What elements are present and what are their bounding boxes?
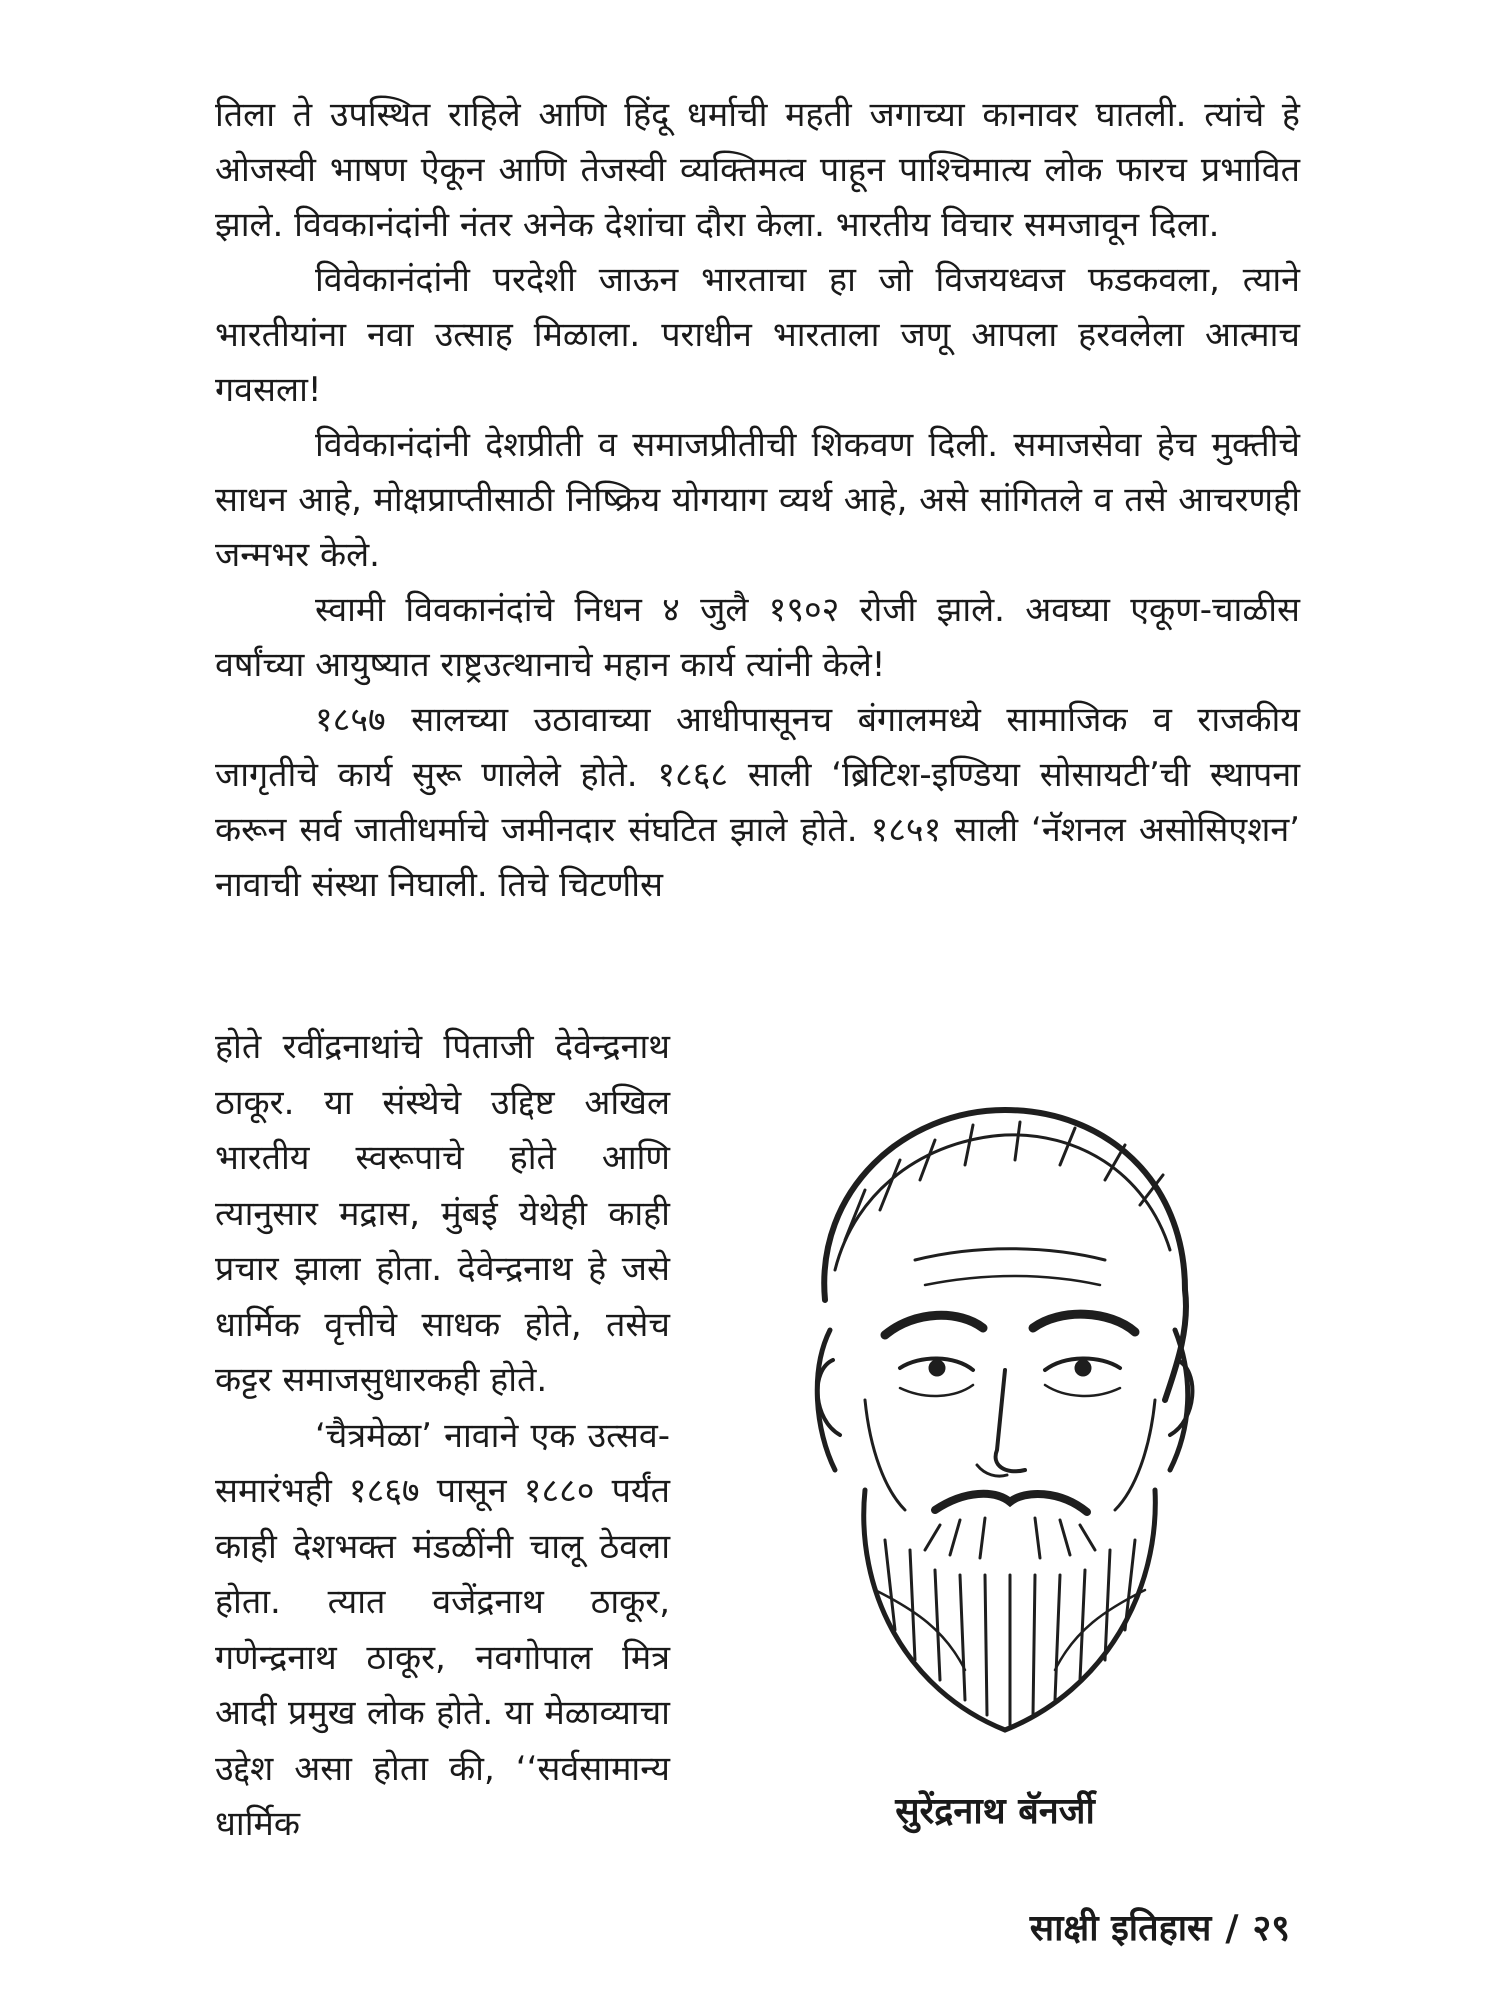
narrow-column-text [215,1020,670,1853]
footer-separator: / [1225,1908,1239,1949]
book-title: साक्षी इतिहास [1029,1908,1212,1949]
paragraph-4: स्वामी विवकानंदांचे निधन ४ जुलै १९०२ रोजी झाले. अवघ्या एकूण-चाळीस वर्षांच्या आयुष्यात राष्ट्रउत्थानाचे महान कार्य त्यांनी केले! [215,590,1300,685]
page-footer [1030,1902,1290,1951]
full-width-text [215,88,1300,913]
paragraph-5: १८५७ सालच्या उठावाच्या आधीपासूनच बंगालमध्ये सामाजिक व राजकीय जागृतीचे कार्य सुरू णालेले होते. १८६८ साली ‘ब्रिटिश-इण्डिया सोसायटी’ची स्थापना करून सर्व जातीधर्माचे जमीनदार संघटित झाले होते. १८५१ साली ‘नॅशनल असोसिएशन’ नावाची संस्था निघाली. तिचे चिटणीस [215,700,1300,905]
paragraph-6: होते रवींद्रनाथांचे पिताजी देवेन्द्रनाथ ठाकूर. या संस्थेचे उद्दिष्ट अखिल भारतीय स्वरूपाचे होते आणि त्यानुसार मद्रास, मुंबई येथेही काही प्रचार झाला होता. देवेन्द्रनाथ हे जसे धार्मिक वृत्तीचे साधक होते, तसेच कट्टर समाजसुधारकही होते. [215,1027,670,1400]
page-number: २९ [1252,1908,1290,1949]
portrait-caption: सुरेंद्रनाथ बॅनर्जी [895,1791,1095,1832]
paragraph-1: तिला ते उपस्थित राहिले आणि हिंदू धर्माची महती जगाच्या कानावर घातली. त्यांचे हे ओजस्वी भाषण ऐकून आणि तेजस्वी व्यक्तिमत्व पाहून पाश्चिमात्य लोक फारच प्रभावित झाले. विवकानंदांनी नंतर अनेक देशांचा दौरा केला. भारतीय विचार समजावून दिला. [215,95,1300,245]
paragraph-3: विवेकानंदांनी देशप्रीती व समाजप्रीतीची शिकवण दिली. समाजसेवा हेच मुक्तीचे साधन आहे, मोक्षप्राप्तीसाठी निष्क्रिय योगयाग व्यर्थ आहे, असे सांगितले व तसे आचरणही जन्मभर केले. [215,425,1300,575]
paragraph-2: विवेकानंदांनी परदेशी जाऊन भारताचा हा जो विजयध्वज फडकवला, त्याने भारतीयांना नवा उत्साह मिळाला. पराधीन भारताला जणू आपला हरवलेला आत्माच गवसला! [215,260,1300,410]
paragraph-7: ‘चैत्रमेळा’ नावाने एक उत्सव-समारंभही १८६७ पासून १८८० पर्यंत काही देशभक्त मंडळींनी चालू ठेवला होता. त्यात वजेंद्रनाथ ठाकूर, गणेन्द्रनाथ ठाकूर, नवगोपाल मित्र आदी प्रमुख लोक होते. या मेळाव्याचा उद्देश असा होता की, ‘‘सर्वसामान्य धार्मिक [215,1415,670,1844]
portrait-illustration [715,1070,1275,1750]
portrait-sketch [715,1070,1275,1750]
